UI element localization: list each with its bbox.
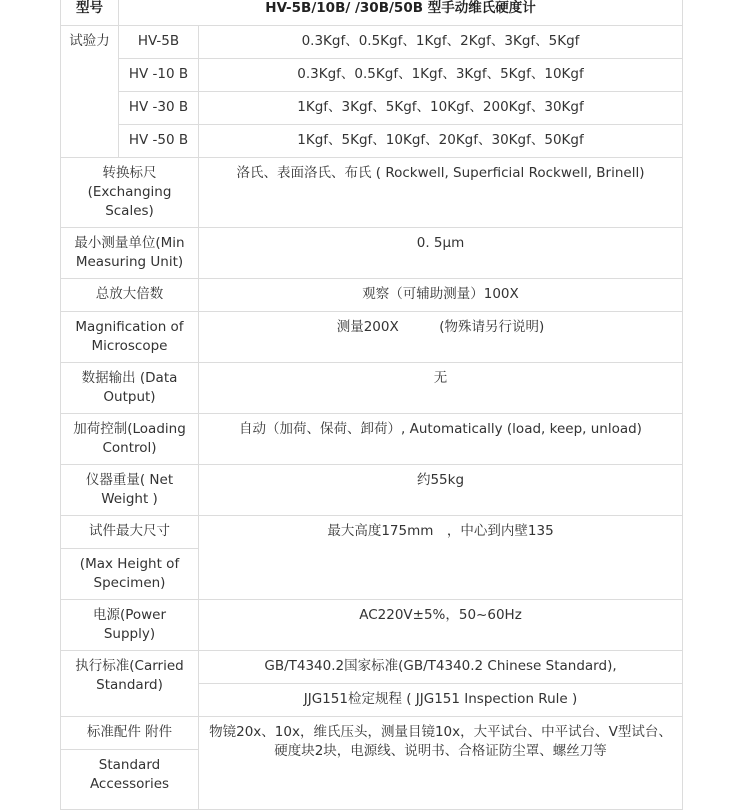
model-title: HV-5B/10B/ /30B/50B 型手动维氏硬度计	[119, 0, 683, 26]
scales-value: 洛氏、表面洛氏、布氏 ( Rockwell, Superficial Rockwell, Brinell)	[199, 158, 683, 228]
spec-table	[60, 0, 683, 810]
test-force-label: 试验力	[61, 26, 119, 158]
scales-label: 转换标尺 (Exchanging Scales)	[61, 158, 199, 228]
power-label: 电源(Power Supply)	[61, 600, 199, 651]
standard-value-1: GB/T4340.2国家标准(GB/T4340.2 Chinese Standard),	[199, 651, 683, 684]
loading-label: 加荷控制(Loading Control)	[61, 414, 199, 465]
loading-value: 自动（加荷、保荷、卸荷）, Automatically (load, keep, unload)	[199, 414, 683, 465]
test-force-model: HV-5B	[119, 26, 199, 59]
height-row	[61, 516, 683, 549]
weight-value: 约55kg	[199, 465, 683, 516]
test-force-values: 0.3Kgf、0.5Kgf、1Kgf、2Kgf、3Kgf、5Kgf	[199, 26, 683, 59]
unit-value: 0. 5μm	[199, 228, 683, 279]
data-output-value: 无	[199, 363, 683, 414]
test-force-row	[61, 59, 683, 92]
accessories-label: 标准配件 附件	[61, 717, 199, 750]
test-force-model: HV -50 B	[119, 125, 199, 158]
loading-row	[61, 414, 683, 465]
data-output-row	[61, 363, 683, 414]
weight-label: 仪器重量( Net Weight )	[61, 465, 199, 516]
standard-row	[61, 651, 683, 684]
micro-value: 测量200X (物殊请另行说明)	[199, 312, 683, 363]
header-row	[61, 0, 683, 26]
height-label: 试件最大尺寸	[61, 516, 199, 549]
test-force-values: 1Kgf、3Kgf、5Kgf、10Kgf、200Kgf、30Kgf	[199, 92, 683, 125]
test-force-row	[61, 26, 683, 59]
test-force-model: HV -10 B	[119, 59, 199, 92]
weight-row	[61, 465, 683, 516]
unit-label: 最小测量单位(Min Measuring Unit)	[61, 228, 199, 279]
micro-row	[61, 312, 683, 363]
standard-value-2: JJG151检定规程 ( JJG151 Inspection Rule )	[199, 684, 683, 717]
test-force-values: 0.3Kgf、0.5Kgf、1Kgf、3Kgf、5Kgf、10Kgf	[199, 59, 683, 92]
accessories-row	[61, 717, 683, 750]
mag-value: 观察（可辅助测量）100X	[199, 279, 683, 312]
test-force-model: HV -30 B	[119, 92, 199, 125]
test-force-values: 1Kgf、5Kgf、10Kgf、20Kgf、30Kgf、50Kgf	[199, 125, 683, 158]
micro-label: Magnification of Microscope	[61, 312, 199, 363]
power-row	[61, 600, 683, 651]
mag-label: 总放大倍数	[61, 279, 199, 312]
standard-label: 执行标准(Carried Standard)	[61, 651, 199, 717]
mag-row	[61, 279, 683, 312]
test-force-row	[61, 92, 683, 125]
accessories-value: 物镜20x、10x，维氏压头，测量目镜10x，大平试台、中平试台、V型试台、硬度块2块，电源线、说明书、合格证防尘罩、螺丝刀等	[199, 717, 683, 810]
scales-row	[61, 158, 683, 228]
height-label-en: (Max Height of Specimen)	[61, 549, 199, 600]
height-value: 最大高度175mm ，中心到内壁135	[199, 516, 683, 600]
accessories-label-en: Standard Accessories	[61, 750, 199, 810]
data-output-label: 数据输出 (Data Output)	[61, 363, 199, 414]
model-label: 型号	[61, 0, 119, 26]
power-value: AC220V±5%，50~60Hz	[199, 600, 683, 651]
test-force-row	[61, 125, 683, 158]
unit-row	[61, 228, 683, 279]
